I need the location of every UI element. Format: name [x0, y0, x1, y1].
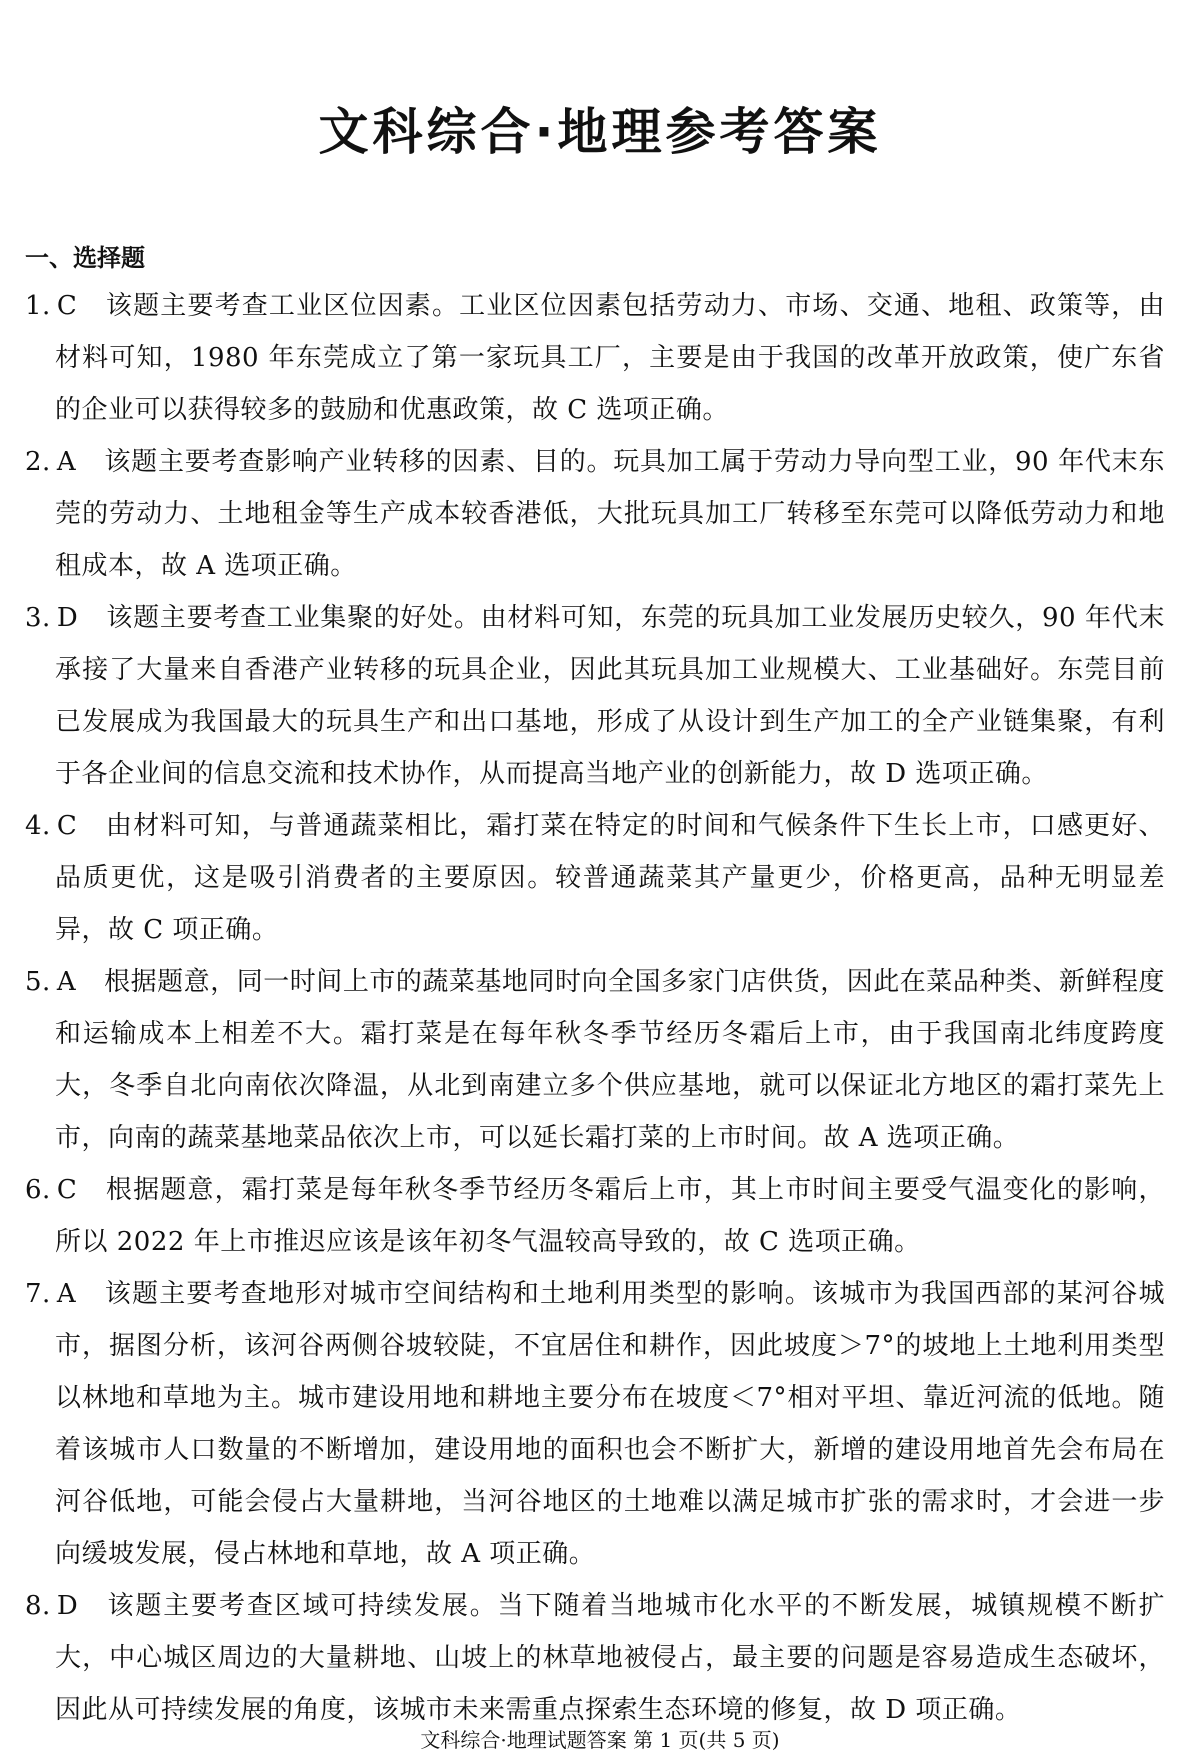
answer-choice: D — [56, 1591, 79, 1621]
answer-explanation: 该题主要考查区域可持续发展。当下随着当地城市化水平的不断发展，城镇规模不断扩大，中心城区周边的大量耕地、山坡上的林草地被侵占，最主要的问题是容易造成生态破坏，因此从可持续发展的角度，该城市未来需重点探索生态环境的修复，故 D 项正确。 — [55, 1591, 1165, 1725]
answer-explanation: 根据题意，霜打菜是每年秋冬季节经历冬霜后上市，其上市时间主要受气温变化的影响，所以 2022 年上市推迟应该是该年初冬气温较高导致的，故 C 选项正确。 — [55, 1175, 1165, 1257]
answer-list — [25, 280, 1165, 1736]
answer-choice: A — [56, 1279, 77, 1309]
answer-choice: C — [56, 811, 78, 841]
answer-number: 5. — [25, 967, 51, 997]
answer-choice: C — [56, 1175, 78, 1205]
answer-item — [25, 436, 1165, 592]
answer-item — [25, 956, 1165, 1164]
answer-item — [25, 592, 1165, 800]
answer-choice: D — [56, 603, 79, 633]
page-footer: 文科综合·地理试题答案 第 1 页(共 5 页) — [420, 1728, 780, 1752]
answer-explanation: 该题主要考查工业集聚的好处。由材料可知，东莞的玩具加工业发展历史较久，90 年代末承接了大量来自香港产业转移的玩具企业，因此其玩具加工业规模大、工业基础好。东莞目前已发展成为我国最大的玩具生产和出口基地，形成了从设计到生产加工的全产业链集聚，有利于各企业间的信息交流和技术协作，从而提高当地产业的创新能力，故 D 选项正确。 — [55, 603, 1165, 789]
answer-explanation: 该题主要考查影响产业转移的因素、目的。玩具加工属于劳动力导向型工业，90 年代末东莞的劳动力、土地租金等生产成本较香港低，大批玩具加工厂转移至东莞可以降低劳动力和地租成本，故 A 选项正确。 — [55, 447, 1165, 581]
answer-choice: A — [56, 967, 77, 997]
answer-item — [25, 1268, 1165, 1580]
page-title: 文科综合·地理参考答案 — [318, 103, 882, 161]
answer-item — [25, 1164, 1165, 1268]
answer-number: 3. — [25, 603, 51, 633]
answer-number: 2. — [25, 447, 51, 477]
answer-number: 7. — [25, 1279, 51, 1309]
answer-item — [25, 280, 1165, 436]
answer-choice: C — [56, 291, 78, 321]
answer-number: 4. — [25, 811, 51, 841]
answer-explanation: 由材料可知，与普通蔬菜相比，霜打菜在特定的时间和气候条件下生长上市，口感更好、品质更优，这是吸引消费者的主要原因。较普通蔬菜其产量更少，价格更高，品种无明显差异，故 C 项正确。 — [55, 811, 1165, 945]
answer-item — [25, 1580, 1165, 1736]
answer-choice: A — [56, 447, 77, 477]
answer-item — [25, 800, 1165, 956]
answer-explanation: 根据题意，同一时间上市的蔬菜基地同时向全国多家门店供货，因此在菜品种类、新鲜程度和运输成本上相差不大。霜打菜是在每年秋冬季节经历冬霜后上市，由于我国南北纬度跨度大，冬季自北向南依次降温，从北到南建立多个供应基地，就可以保证北方地区的霜打菜先上市，向南的蔬菜基地菜品依次上市，可以延长霜打菜的上市时间。故 A 选项正确。 — [55, 967, 1165, 1153]
section-heading: 一、选择题 — [25, 244, 145, 272]
answer-explanation: 该题主要考查工业区位因素。工业区位因素包括劳动力、市场、交通、地租、政策等，由材料可知，1980 年东莞成立了第一家玩具工厂，主要是由于我国的改革开放政策，使广东省的企业可以获得较多的鼓励和优惠政策，故 C 选项正确。 — [55, 291, 1165, 425]
answer-number: 1. — [25, 291, 51, 321]
answer-number: 8. — [25, 1591, 51, 1621]
answer-number: 6. — [25, 1175, 51, 1205]
answer-explanation: 该题主要考查地形对城市空间结构和土地利用类型的影响。该城市为我国西部的某河谷城市，据图分析，该河谷两侧谷坡较陡，不宜居住和耕作，因此坡度＞7°的坡地上土地利用类型以林地和草地为主。城市建设用地和耕地主要分布在坡度＜7°相对平坦、靠近河流的低地。随着该城市人口数量的不断增加，建设用地的面积也会不断扩大，新增的建设用地首先会布局在河谷低地，可能会侵占大量耕地，当河谷地区的土地难以满足城市扩张的需求时，才会进一步向缓坡发展，侵占林地和草地，故 A 项正确。 — [55, 1279, 1165, 1569]
